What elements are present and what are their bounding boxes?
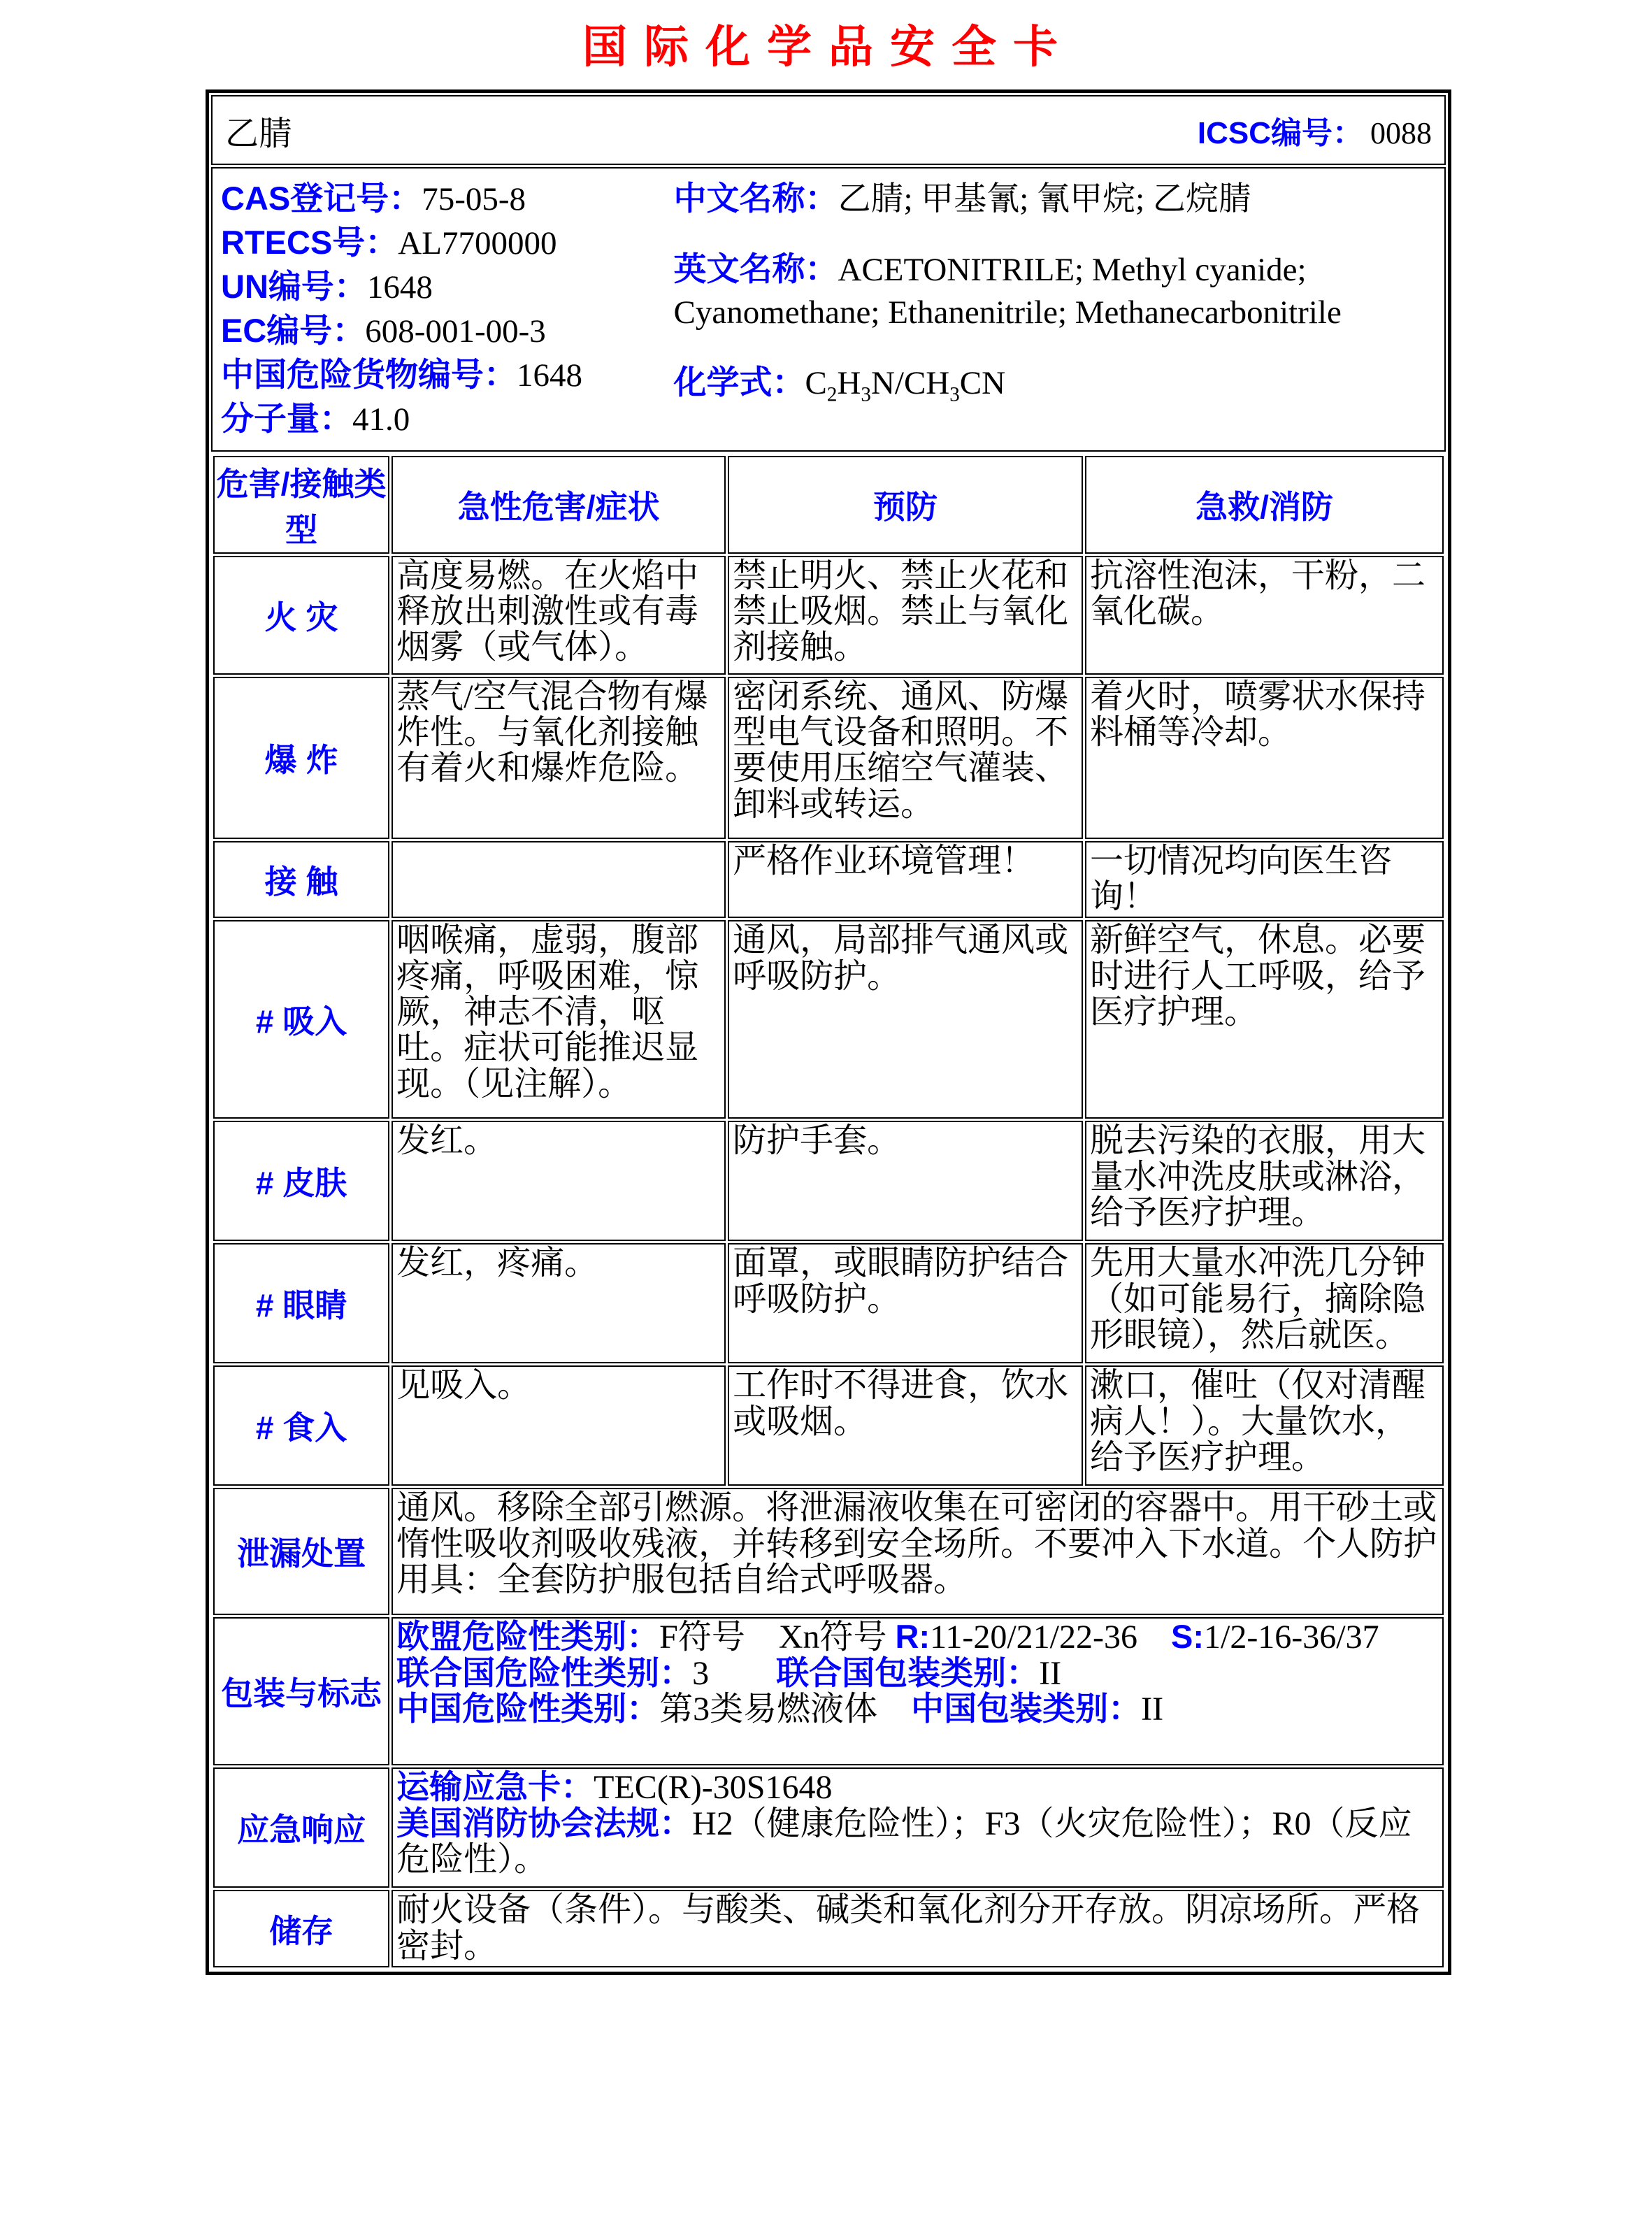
icsc-label: ICSC编号： [1197,116,1363,150]
section-field-value: 1/2-16-36/37 [1203,1619,1379,1656]
section-field-label: 中国危险性类别： [396,1690,660,1727]
section-field-value: TEC(R)-30S1648 [594,1769,833,1807]
section-field-label: 运输应急卡： [396,1768,594,1806]
identifier-left-column [221,177,674,442]
id-item [221,221,674,265]
section-line [396,1892,1439,1964]
symptoms-cell: 蒸气/空气混合物有爆炸性。与氧化剂接触有着火和爆炸危险。 [392,677,726,839]
section-content-cell [392,1488,1444,1615]
prevention-cell: 禁止明火、禁止火花和禁止吸烟。禁止与氧化剂接触。 [728,556,1083,675]
id-item-label: 中文名称： [673,180,838,217]
safety-card [206,89,1451,1975]
id-item-value: 75-05-8 [422,181,526,217]
section-line [396,1691,1439,1727]
id-item [221,353,674,397]
icsc-number [1198,108,1432,152]
symptoms-cell: 发红，疼痛。 [392,1243,726,1363]
section-row [213,1767,1444,1888]
id-item-value: 608-001-00-3 [365,313,546,350]
substance-name: 乙腈 [225,115,293,152]
hazard-table-body [213,556,1444,1967]
id-item [221,265,674,309]
section-field-value: 3 [692,1654,777,1692]
hazard-type-cell: 火 灾 [213,556,389,675]
hazard-table [211,454,1446,1970]
section-label-cell: 泄漏处置 [213,1488,389,1615]
id-item-value: 1648 [366,269,433,306]
hazard-type-cell: # 皮肤 [213,1121,389,1241]
hazard-table-block [211,454,1446,1970]
hazard-row [213,1121,1444,1241]
id-item [221,177,674,221]
id-item [221,397,674,441]
hazard-row [213,1365,1444,1486]
section-field-label: S: [1170,1618,1204,1656]
hazard-type-cell: # 食入 [213,1365,389,1486]
section-line [396,1806,1439,1878]
symptoms-cell: 咽喉痛，虚弱，腹部疼痛，呼吸困难，惊厥，神志不清，呕吐。症状可能推迟显现。（见注解）。 [392,920,726,1119]
section-field-value: 第3类易燃液体 [659,1691,912,1728]
header-acute-symptoms: 急性危害/症状 [392,456,726,554]
id-item [674,177,1445,221]
header-hazard-type: 危害/接触类型 [213,456,389,554]
prevention-cell: 防护手套。 [728,1121,1083,1241]
section-field-label: 美国消防协会法规： [396,1804,693,1842]
id-item-label: CAS登记号： [221,180,422,217]
section-field-label: 联合国危险性类别： [396,1654,693,1691]
section-label-cell: 应急响应 [213,1767,389,1888]
hazard-row [213,841,1444,919]
id-item-label: 英文名称： [673,250,838,288]
icsc-value: 0088 [1370,116,1432,150]
section-field-value: 11-20/21/22-36 [930,1619,1171,1656]
id-item-label: 化学式： [673,364,805,401]
header-first-aid: 急救/消防 [1085,456,1444,554]
section-field-value: II [1141,1691,1164,1728]
identifier-block [211,167,1446,452]
id-item [674,248,1445,334]
prevention-cell: 严格作业环境管理！ [728,841,1083,919]
id-item [221,309,674,353]
first-aid-cell: 新鲜空气，休息。必要时进行人工呼吸，给予医疗护理。 [1085,920,1444,1119]
hazard-type-cell: 爆 炸 [213,677,389,839]
id-item [674,361,1445,408]
symptoms-cell: 见吸入。 [392,1365,726,1486]
id-item-label: EC编号： [221,312,366,350]
id-item-value: ACETONITRILE; Methyl cyanide; Cyanomethane; Ethanenitrile; Methanecarbonitrile [673,252,1342,331]
section-label-cell: 包装与标志 [213,1617,389,1765]
hazard-type-cell: 接 触 [213,841,389,919]
prevention-cell: 密闭系统、通风、防爆型电气设备和照明。不要使用压缩空气灌装、卸料或转运。 [728,677,1083,839]
id-item-label: UN编号： [221,268,367,306]
header-prevention: 预防 [728,456,1083,554]
section-line [396,1619,1439,1655]
card-header-row [211,95,1446,165]
hazard-table-header-row [213,456,1444,554]
id-item-value: 41.0 [352,401,410,438]
symptoms-cell: 发红。 [392,1121,726,1241]
section-field-value: 耐火设备（条件）。与酸类、碱类和氧化剂分开存放。阴凉场所。严格密封。 [396,1891,1421,1965]
section-field-value: F符号 Xn符号 [659,1619,896,1656]
id-item-value: 1648 [517,357,582,394]
section-field-value: 通风。移除全部引燃源。将泄漏液收集在可密闭的容器中。用干砂土或惰性吸收剂吸收残液，并转移到安全场所。不要冲入下水道。个人防护用具：全套防护服包括自给式呼吸器。 [396,1489,1437,1598]
section-row [213,1617,1444,1765]
section-field-label: 欧盟危险性类别： [396,1618,660,1656]
first-aid-cell: 一切情况均向医生咨询！ [1085,841,1444,919]
hazard-row [213,920,1444,1119]
section-label-cell: 储存 [213,1890,389,1967]
page-title: 国际化学品安全卡 [582,21,1075,73]
hazard-row [213,556,1444,675]
hazard-row [213,1243,1444,1363]
section-row [213,1488,1444,1615]
section-line [396,1490,1439,1598]
id-item-label: RTECS号： [221,224,398,261]
first-aid-cell: 漱口，催吐（仅对清醒病人！）。大量饮水，给予医疗护理。 [1085,1365,1444,1486]
symptoms-cell: 高度易燃。在火焰中释放出刺激性或有毒烟雾（或气体）。 [392,556,726,675]
section-line [396,1770,1439,1805]
prevention-cell: 通风，局部排气通风或呼吸防护。 [728,920,1083,1119]
section-content-cell [392,1890,1444,1967]
page [0,11,1652,2238]
prevention-cell: 面罩，或眼睛防护结合呼吸防护。 [728,1243,1083,1363]
id-item-value: $C_2H_3N/CH_3CN$ [805,365,1006,406]
section-field-label: R: [895,1618,931,1656]
hazard-row [213,677,1444,839]
section-content-cell [392,1617,1444,1765]
symptoms-cell [392,841,726,919]
id-item-value: 乙腈; 甲基氰; 氰甲烷; 乙烷腈 [838,181,1251,217]
section-field-label: 中国包装类别： [911,1690,1142,1727]
id-item-label: 分子量： [221,400,352,438]
hazard-type-cell: # 吸入 [213,920,389,1119]
section-field-value: II [1039,1654,1062,1692]
identifier-right-column [674,177,1445,442]
prevention-cell: 工作时不得进食，饮水或吸烟。 [728,1365,1083,1486]
section-content-cell [392,1767,1444,1888]
hazard-type-cell: # 眼睛 [213,1243,389,1363]
first-aid-cell: 着火时，喷雾状水保持料桶等冷却。 [1085,677,1444,839]
first-aid-cell: 先用大量水冲洗几分钟（如可能易行，摘除隐形眼镜），然后就医。 [1085,1243,1444,1363]
id-item-label: 中国危险货物编号： [221,356,517,394]
section-row [213,1890,1444,1967]
section-field-value: H2（健康危险性）；F3（火灾危险性）；R0（反应危险性）。 [396,1805,1412,1878]
section-line [396,1656,1439,1691]
section-field-label: 联合国包装类别： [776,1654,1040,1691]
first-aid-cell: 抗溶性泡沫，干粉，二氧化碳。 [1085,556,1444,675]
id-item-value: AL7700000 [398,225,557,262]
first-aid-cell: 脱去污染的衣服，用大量水冲洗皮肤或淋浴，给予医疗护理。 [1085,1121,1444,1241]
